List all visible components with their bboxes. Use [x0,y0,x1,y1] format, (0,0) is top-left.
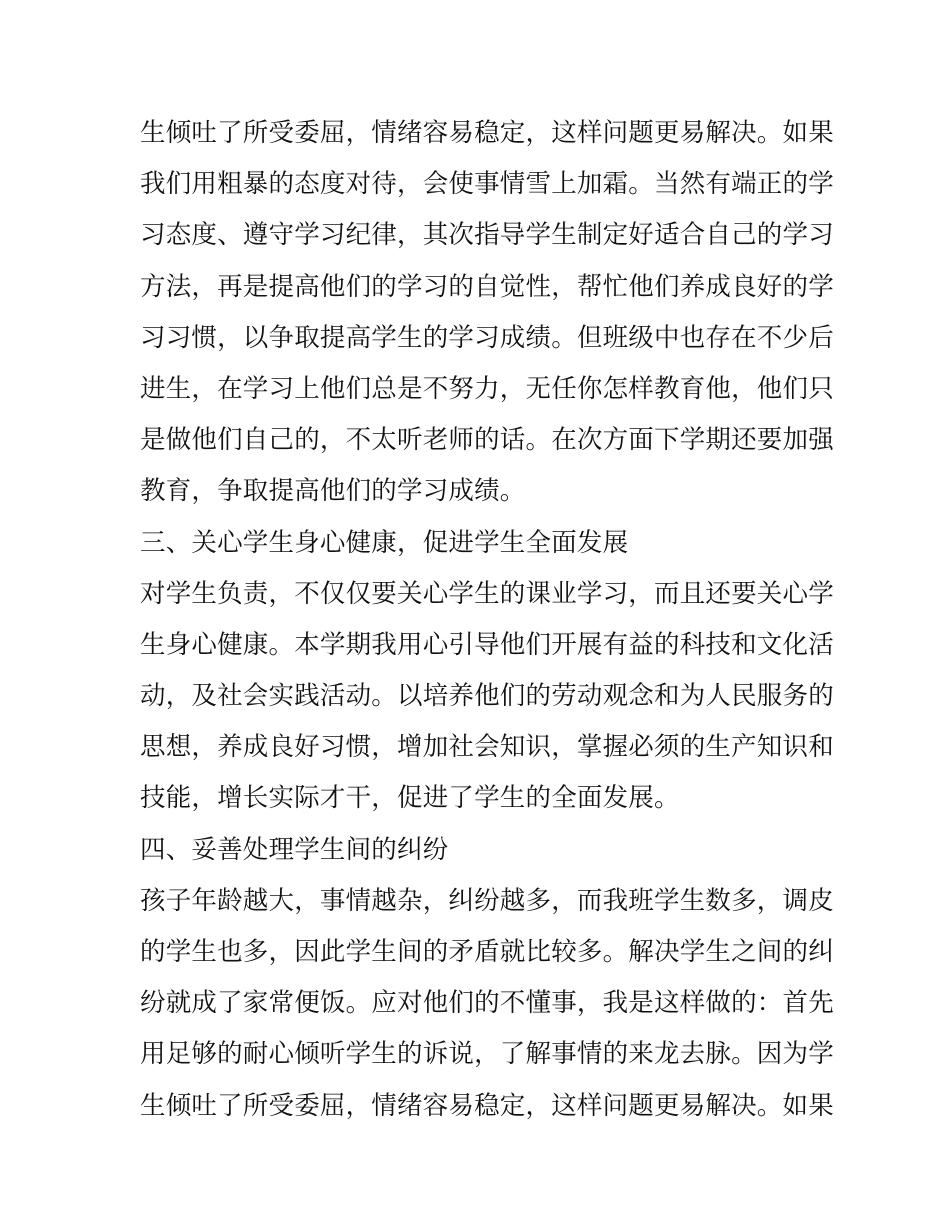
document-page [140,108,834,1132]
paragraph-line: 孩子年龄越大，事情越杂，纠纷越多，而我班学生数多，调皮 [140,885,834,916]
paragraph-line: 习态度、遵守学习纪律，其次指导学生制定好适合自己的学习 [140,220,834,251]
section-heading: 四、妥善处理学生间的纠纷 [140,834,449,865]
paragraph-line: 进生，在学习上他们总是不努力，无任你怎样教育他，他们只 [140,373,834,404]
paragraph-line: 的学生也多，因此学生间的矛盾就比较多。解决学生之间的纠 [140,937,834,967]
paragraph-line: 对学生负责，不仅仅要关心学生的课业学习，而且还要关心学 [140,578,834,609]
paragraph-line: 动，及社会实践活动。以培养他们的劳动观念和为人民服务的 [140,681,834,712]
paragraph-line: 生倾吐了所受委屈，情绪容易稳定，这样问题更易解决。如果 [140,1090,834,1121]
paragraph-line: 教育，争取提高他们的学习成绩。 [140,476,526,507]
paragraph-line: 纷就成了家常便饭。应对他们的不懂事，我是这样做的：首先 [140,988,834,1019]
paragraph-line: 方法，再是提高他们的学习的自觉性，帮忙他们养成良好的学 [140,271,834,302]
paragraph-line: 习习惯，以争取提高学生的学习成绩。但班级中也存在不少后 [140,322,834,353]
paragraph-line: 我们用粗暴的态度对待，会使事情雪上加霜。当然有端正的学 [140,169,834,200]
paragraph-line: 用足够的耐心倾听学生的诉说，了解事情的来龙去脉。因为学 [140,1039,834,1070]
paragraph-line: 思想，养成良好习惯，增加社会知识，掌握必须的生产知识和 [140,732,834,763]
paragraph-line: 是做他们自己的，不太听老师的话。在次方面下学期还要加强 [140,425,834,456]
paragraph-line: 生倾吐了所受委屈，情绪容易稳定，这样问题更易解决。如果 [140,118,834,148]
paragraph-line: 技能，增长实际才干，促进了学生的全面发展。 [140,783,680,814]
section-heading: 三、关心学生身心健康，促进学生全面发展 [140,527,629,558]
paragraph-line: 生身心健康。本学期我用心引导他们开展有益的科技和文化活 [140,629,834,660]
